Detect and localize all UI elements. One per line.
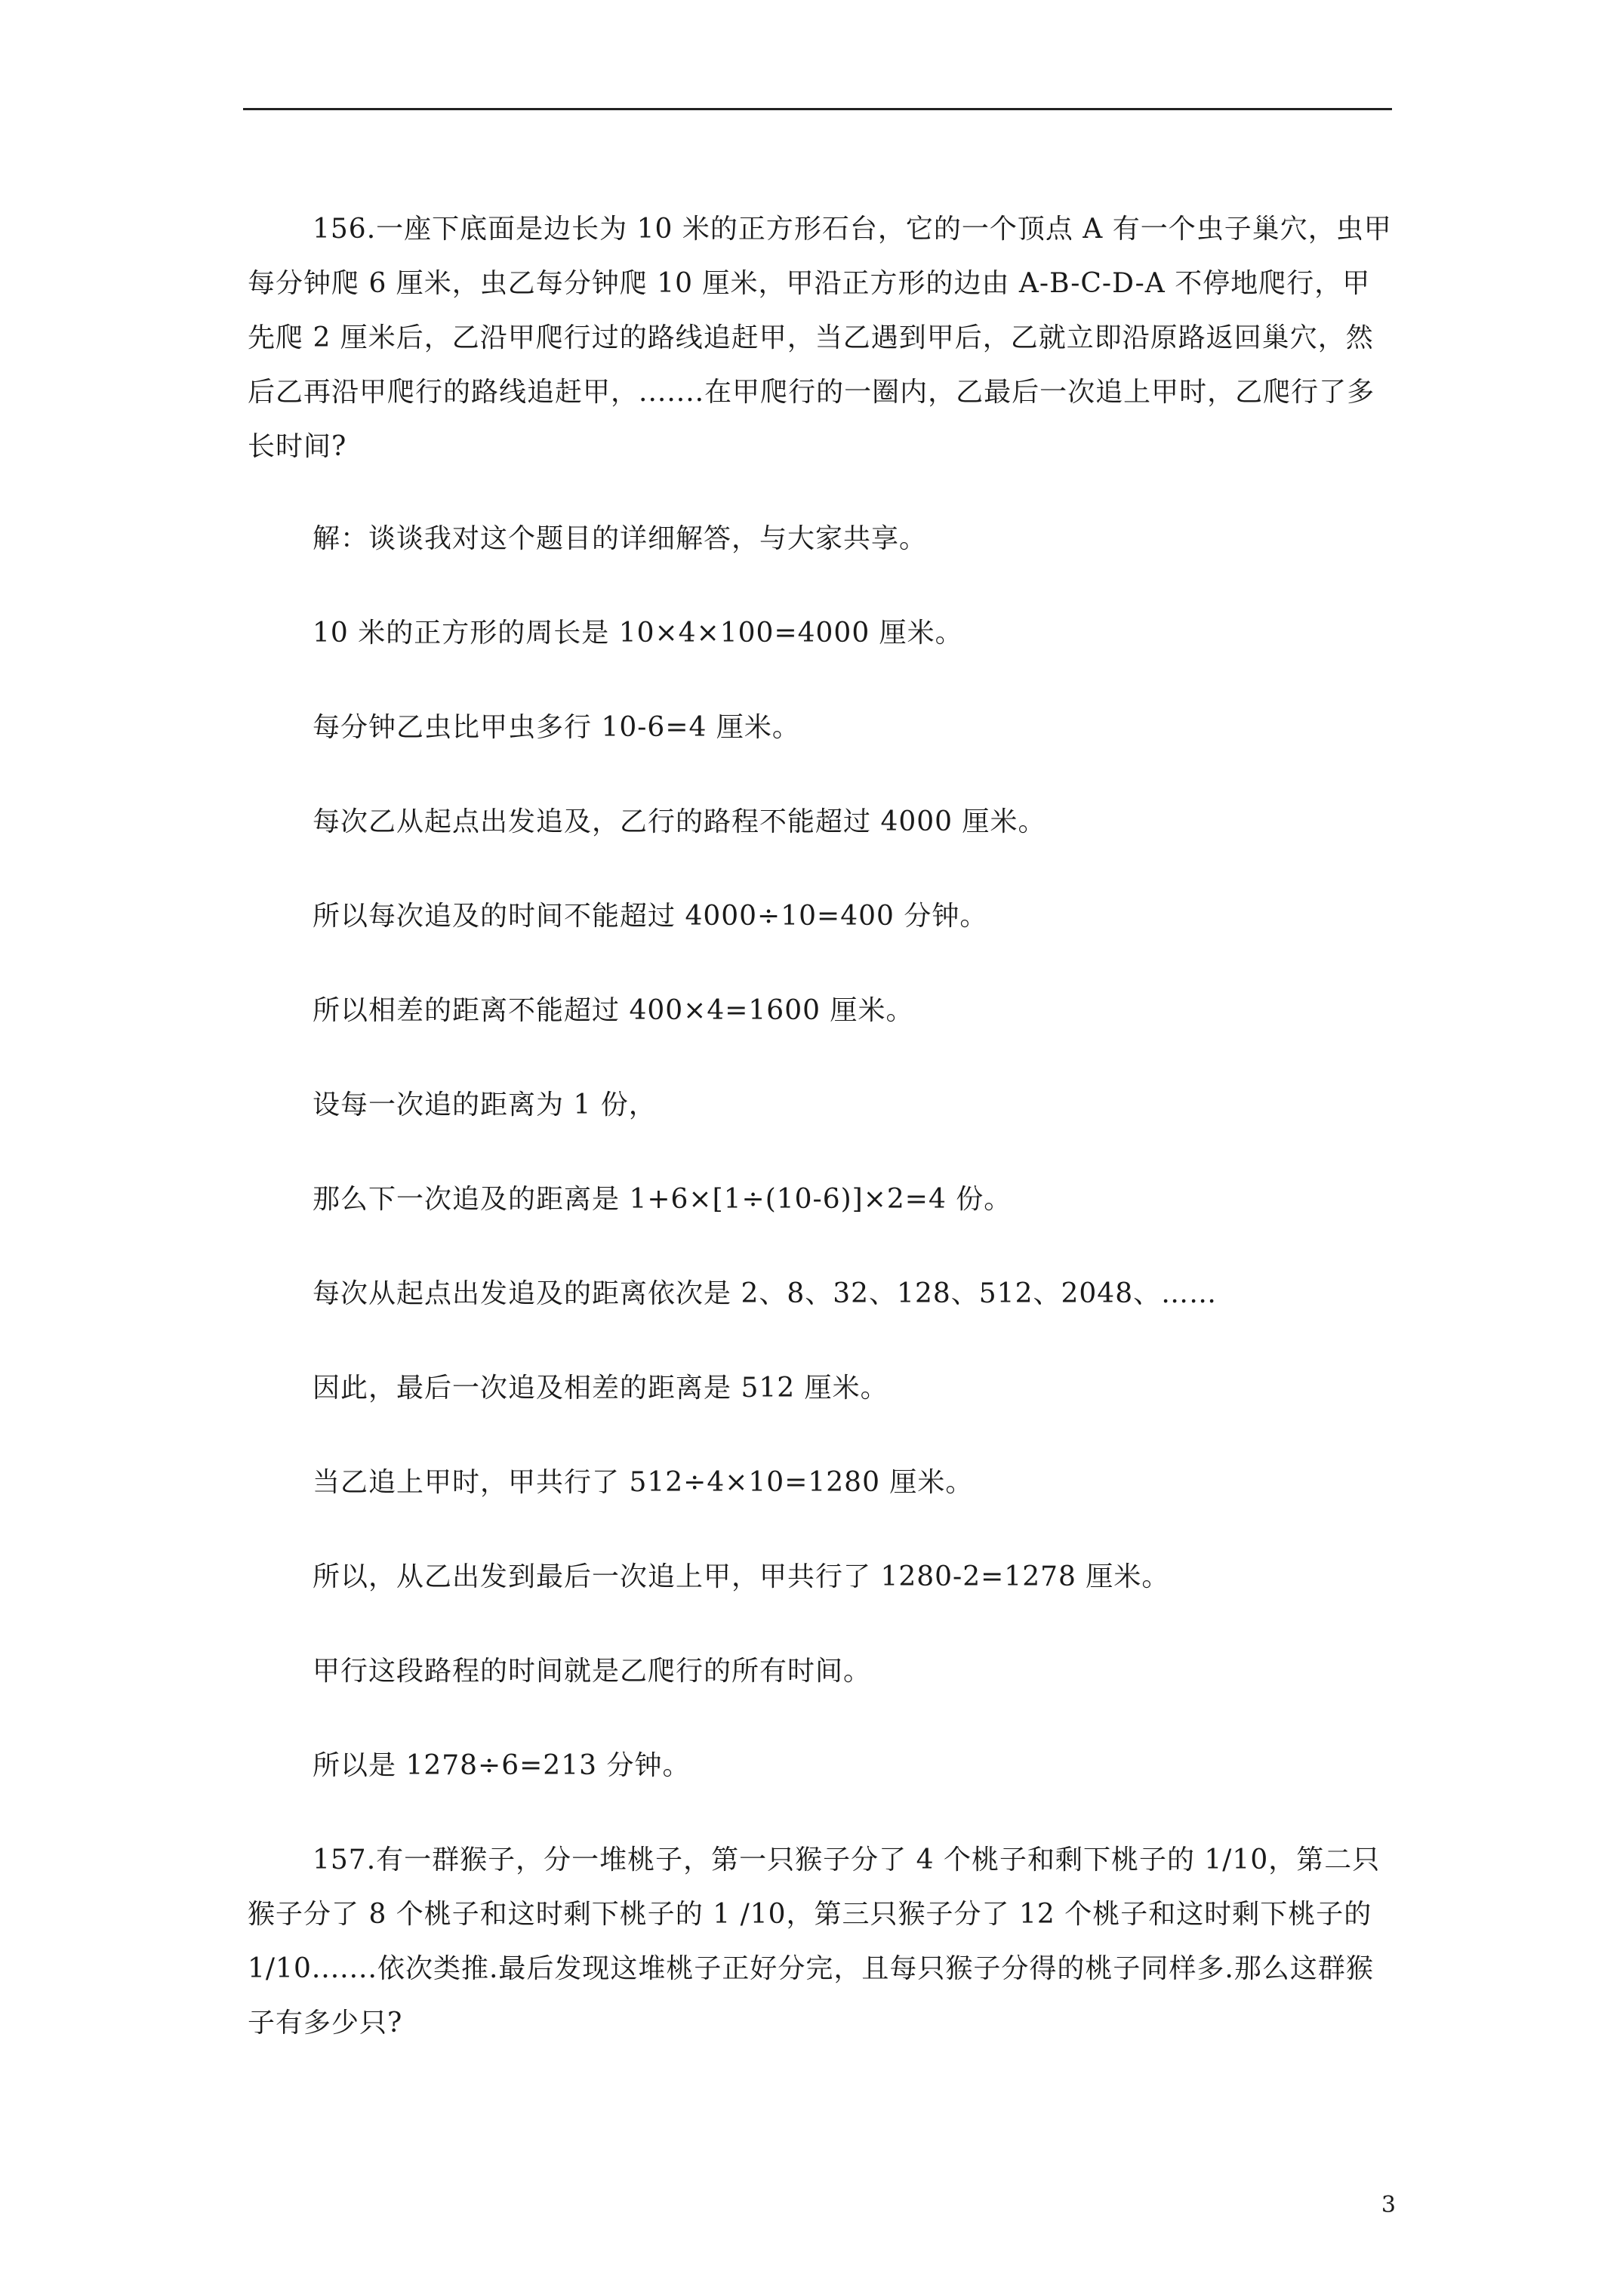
solution-step: 甲行这段路程的时间就是乙爬行的所有时间。: [313, 1656, 872, 1687]
solution-step: 设每一次追的距离为 1 份，: [313, 1089, 657, 1120]
solution-step: 所以是 1278÷6=213 分钟。: [313, 1750, 691, 1781]
solution-step: 所以相差的距离不能超过 400×4=1600 厘米。: [313, 995, 914, 1026]
header-rule: [243, 108, 1392, 110]
solution-step: 每次乙从起点出发追及，乙行的路程不能超过 4000 厘米。: [313, 806, 1046, 837]
solution-step: 每次从起点出发追及的距离依次是 2、8、32、128、512、2048、……: [313, 1278, 1218, 1309]
solution-step: 所以，从乙出发到最后一次追上甲，甲共行了 1280-2=1278 厘米。: [313, 1561, 1170, 1592]
solution-step: 10 米的正方形的周长是 10×4×100=4000 厘米。: [313, 618, 963, 649]
document-body: [248, 202, 1392, 2051]
solution-step: 那么下一次追及的距离是 1+6×[1÷(10-6)]×2=4 份。: [313, 1184, 1012, 1215]
solution-step: 所以每次追及的时间不能超过 4000÷10=400 分钟。: [313, 901, 988, 932]
solution-156: [248, 512, 1392, 1833]
solution-step: 解：谈谈我对这个题目的详细解答，与大家共享。: [313, 523, 928, 554]
solution-step: 每分钟乙虫比甲虫多行 10-6=4 厘米。: [313, 712, 800, 743]
question-157: 157.有一群猴子，分一堆桃子，第一只猴子分了 4 个桃子和剩下桃子的 1/10，第二只猴子分了 8 个桃子和这时剩下桃子的 1 /10，第三只猴子分了 12 个桃子和这时剩下桃子的 1/10.......依次类推.最后发现这堆桃子正好分完，且每只猴子分得的桃子同样多.那么这群猴子有多少只?: [248, 1845, 1381, 2039]
solution-step: 因此，最后一次追及相差的距离是 512 厘米。: [313, 1373, 888, 1404]
page-number: 3: [1381, 2192, 1396, 2218]
question-156: 156.一座下底面是边长为 10 米的正方形石台，它的一个顶点 A 有一个虫子巢穴，虫甲每分钟爬 6 厘米，虫乙每分钟爬 10 厘米，甲沿正方形的边由 A-B-C-D-A 不停地爬行，甲先爬 2 厘米后，乙沿甲爬行过的路线追赶甲，当乙遇到甲后，乙就立即沿原路返回巢穴，然后乙再沿甲爬行的路线追赶甲，.......在甲爬行的一圈内，乙最后一次追上甲时，乙爬行了多长时间?: [248, 214, 1392, 462]
solution-step: 当乙追上甲时，甲共行了 512÷4×10=1280 厘米。: [313, 1467, 974, 1498]
